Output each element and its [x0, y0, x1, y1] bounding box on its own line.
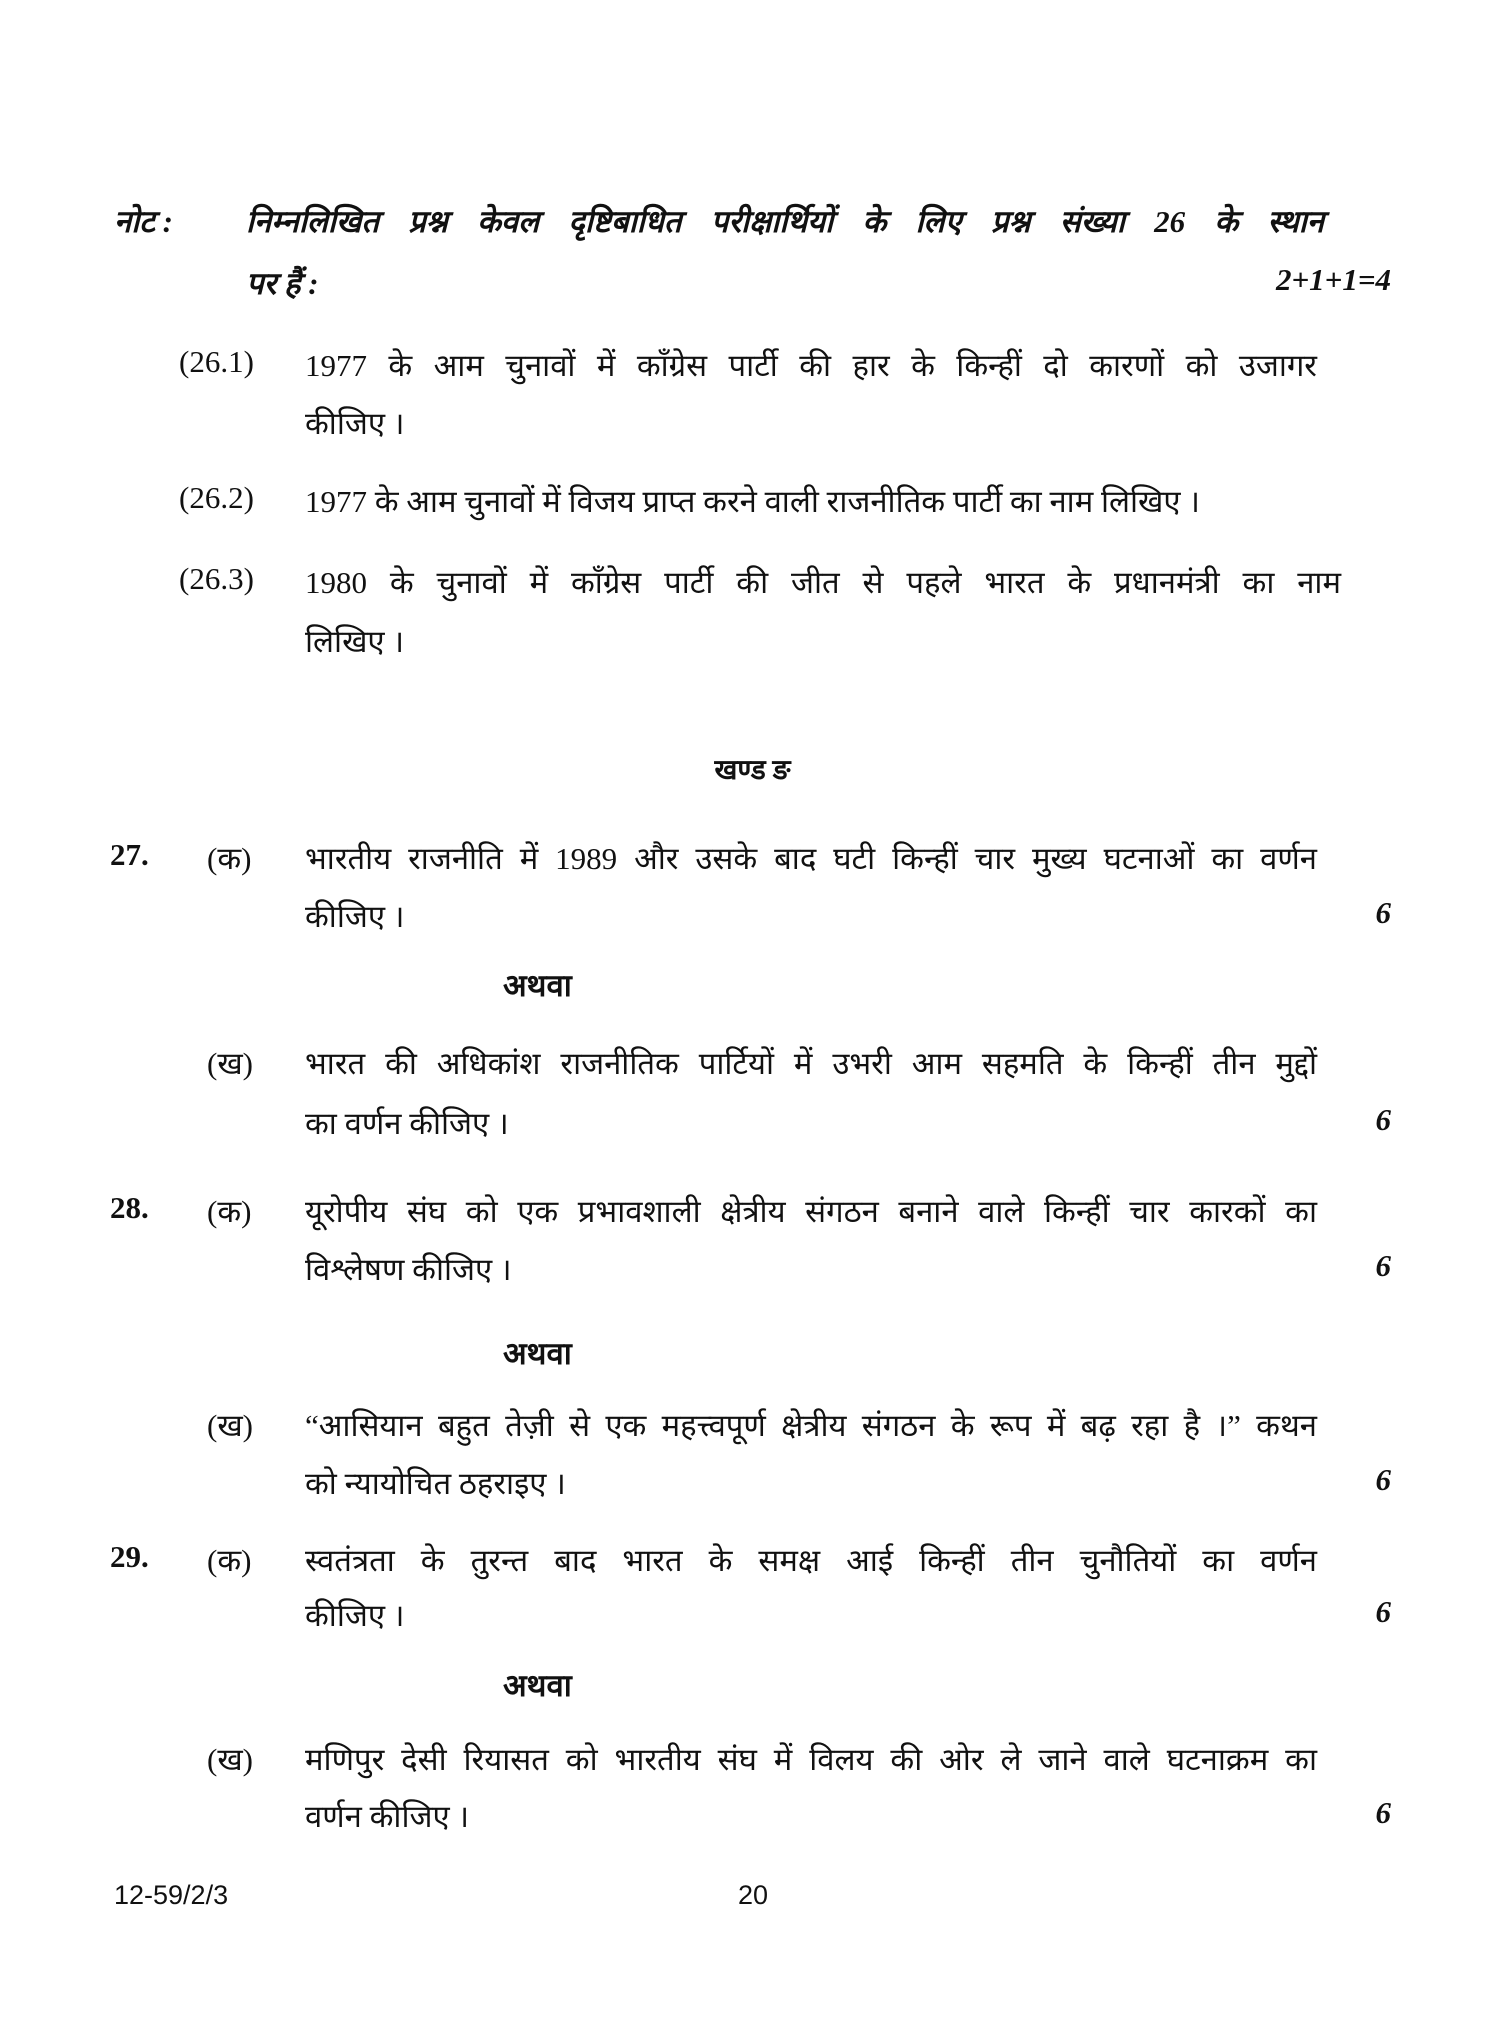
or-label: अथवा: [503, 1668, 572, 1703]
page-number: 20: [738, 1880, 769, 1910]
option-text: भारतीय राजनीति में 1989 और उसके बाद घटी किन्हीं चार मुख्य घटनाओं का वर्णन: [305, 841, 1317, 876]
section-title: खण्ड ङ: [714, 755, 791, 786]
subquestion-number: (26.2): [179, 480, 254, 515]
option-label: (ख): [207, 1408, 254, 1443]
option-text: विश्लेषण कीजिए ।: [305, 1252, 512, 1287]
option-text: “आसियान बहुत तेज़ी से एक महत्त्वपूर्ण क्षेत्रीय संगठन के रूप में बढ़ रहा है ।” कथन: [305, 1408, 1317, 1443]
option-text: को न्यायोचित ठहराइए ।: [305, 1466, 566, 1501]
option-label: (क): [207, 1194, 252, 1229]
option-text: मणिपुर देसी रियासत को भारतीय संघ में विलय की ओर ले जाने वाले घटनाक्रम का: [305, 1742, 1317, 1777]
subquestion-text: लिखिए ।: [305, 624, 405, 659]
option-label: (क): [207, 1543, 252, 1578]
or-label: अथवा: [503, 1336, 572, 1371]
note-marks: 2+1+1=4: [1276, 262, 1391, 297]
paper-code: 12-59/2/3: [114, 1880, 229, 1910]
subquestion-text: कीजिए ।: [305, 406, 405, 441]
option-text: यूरोपीय संघ को एक प्रभावशाली क्षेत्रीय संगठन बनाने वाले किन्हीं चार कारकों का: [305, 1194, 1317, 1229]
subquestion-number: (26.1): [179, 344, 254, 379]
option-text: का वर्णन कीजिए ।: [305, 1106, 509, 1141]
subquestion-text: 1977 के आम चुनावों में काँग्रेस पार्टी की हार के किन्हीं दो कारणों को उजागर: [305, 348, 1317, 383]
note-line-2: पर हैं :: [246, 266, 319, 301]
option-text: कीजिए ।: [305, 1598, 405, 1633]
marks: 6: [1375, 1594, 1391, 1629]
marks: 6: [1375, 1462, 1391, 1497]
option-label: (क): [207, 841, 252, 876]
option-text: स्वतंत्रता के तुरन्त बाद भारत के समक्ष आई किन्हीं तीन चुनौतियों का वर्णन: [305, 1543, 1317, 1578]
note-label: नोट :: [114, 204, 173, 239]
question-number: 28.: [110, 1190, 149, 1225]
marks: 6: [1375, 1248, 1391, 1283]
option-text: वर्णन कीजिए ।: [305, 1799, 470, 1834]
option-text: भारत की अधिकांश राजनीतिक पार्टियों में उभरी आम सहमति के किन्हीं तीन मुद्दों: [305, 1046, 1317, 1081]
subquestion-text: 1977 के आम चुनावों में विजय प्राप्त करने वाली राजनीतिक पार्टी का नाम लिखिए ।: [305, 484, 1201, 519]
subquestion-number: (26.3): [179, 561, 254, 596]
option-text: कीजिए ।: [305, 899, 405, 934]
marks: 6: [1375, 1102, 1391, 1137]
subquestion-text: 1980 के चुनावों में काँग्रेस पार्टी की जीत से पहले भारत के प्रधानमंत्री का नाम: [305, 565, 1341, 600]
marks: 6: [1375, 895, 1391, 930]
option-label: (ख): [207, 1742, 254, 1777]
question-number: 29.: [110, 1539, 149, 1574]
or-label: अथवा: [503, 968, 572, 1003]
marks: 6: [1375, 1795, 1391, 1830]
note-line-1: निम्नलिखित प्रश्न केवल दृष्टिबाधित परीक्षार्थियों के लिए प्रश्न संख्या 26 के स्थान: [246, 204, 1324, 239]
option-label: (ख): [207, 1046, 254, 1081]
question-number: 27.: [110, 837, 149, 872]
